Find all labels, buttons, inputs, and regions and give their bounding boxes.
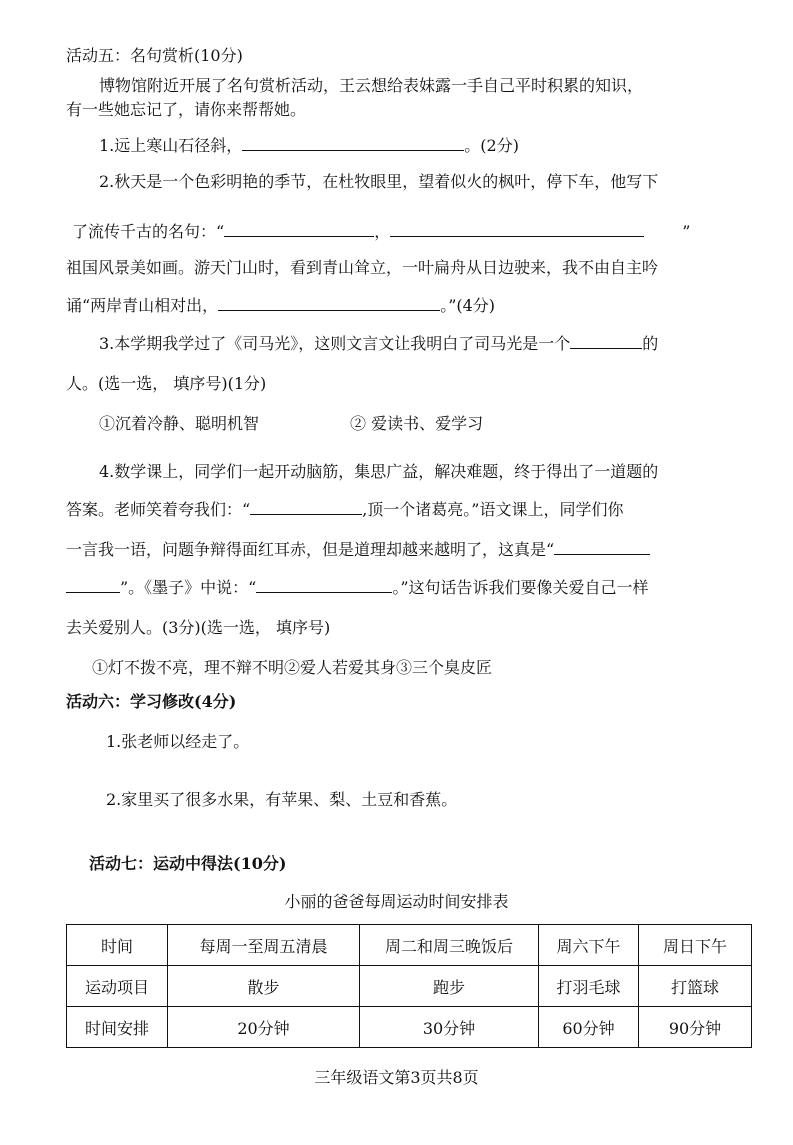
q2-line4-suffix: 。”(4分) <box>440 296 496 315</box>
q3-line2: 人。(选一选， 填序号)(1分) <box>66 374 267 393</box>
table-cell: 每周一至周五清晨 <box>168 925 360 966</box>
q1-answer-blank[interactable] <box>242 134 464 151</box>
q4-answer-blank-2b[interactable] <box>66 576 120 593</box>
activity5-intro-line2: 有一些她忘记了，请你来帮帮她。 <box>66 100 307 119</box>
q4-options: ①灯不拨不亮，理不辩不明②爱人若爱其身③三个臭皮匠 <box>92 658 493 677</box>
activity7-heading: 活动七：运动中得法(10分) <box>89 854 287 873</box>
page-footer: 三年级语文第3页共8页 <box>314 1068 479 1087</box>
q4-line5: 去关爱别人。(3分)(选一选， 填序号) <box>66 618 331 637</box>
table-cell: 60分钟 <box>539 1007 639 1048</box>
q2-line3: 祖国风景美如画。游天门山时，看到青山耸立，一叶扁舟从日边驶来，我不由自主吟 <box>66 258 659 277</box>
q2-answer-blank-1[interactable] <box>224 220 374 237</box>
table-row-activity <box>67 966 752 1007</box>
q3-answer-blank[interactable] <box>570 332 642 349</box>
q3-line1-prefix: 3.本学期我学过了《司马光》，这则文言文让我明白了司马光是一个 <box>99 334 571 353</box>
q4-line3 <box>66 538 650 562</box>
question-1 <box>99 134 519 158</box>
activity5-intro-line1: 博物馆附近开展了名句赏析活动，王云想给表妹露一手自己平时积累的知识， <box>99 76 644 95</box>
q4-line3-prefix: 一言我一语，问题争辩得面红耳赤，但是道理却越来越明了，这真是“ <box>66 540 555 559</box>
activity6-heading: 活动六：学习修改(4分) <box>66 692 237 711</box>
q1-prefix: 1.远上寒山石径斜， <box>99 136 243 155</box>
table-cell: 20分钟 <box>168 1007 360 1048</box>
table-cell: 30分钟 <box>360 1007 539 1048</box>
q3-option-2: ② 爱读书、爱学习 <box>350 414 484 433</box>
q3-option-1: ①沉着冷静、聪明机智 <box>99 414 260 433</box>
table-cell: 打篮球 <box>639 966 752 1007</box>
table-cell: 时间安排 <box>67 1007 168 1048</box>
q4-answer-blank-2a[interactable] <box>554 538 650 555</box>
q4-line4-suffix: 。”这句话告诉我们要像关爱自己一样 <box>392 578 649 597</box>
q2-line4 <box>66 294 495 318</box>
q2-prefix: 了流传千古的名句：“ <box>72 222 225 241</box>
table-cell: 打羽毛球 <box>539 966 639 1007</box>
table-cell: 时间 <box>67 925 168 966</box>
q1-suffix: 。(2分) <box>464 136 519 155</box>
table-row-duration <box>67 1007 752 1048</box>
q2-mid: ， <box>374 222 391 241</box>
table-cell: 周六下午 <box>539 925 639 966</box>
exercise-schedule-table <box>66 924 752 1048</box>
q2-line2 <box>72 220 690 244</box>
q4-line4 <box>66 576 649 600</box>
table-cell: 90分钟 <box>639 1007 752 1048</box>
activity6-sentence-2: 2.家里买了很多水果，有苹果、梨、土豆和香蕉。 <box>106 790 458 809</box>
table-cell: 跑步 <box>360 966 539 1007</box>
table-cell: 运动项目 <box>67 966 168 1007</box>
q4-line2-prefix: 答案。老师笑着夸我们：“ <box>66 500 251 519</box>
q4-line2 <box>66 498 623 522</box>
table-cell: 周二和周三晚饭后 <box>360 925 539 966</box>
activity6-sentence-1: 1.张老师以经走了。 <box>106 732 250 751</box>
q4-line1: 4.数学课上，同学们一起开动脑筋，集思广益，解决难题，终于得出了一道题的 <box>99 462 659 481</box>
q4-line4-mid: ”。《墨子》中说：“ <box>120 578 257 597</box>
q4-answer-blank-1[interactable] <box>250 498 362 515</box>
q2-answer-blank-3[interactable] <box>218 294 440 311</box>
table-row-time <box>67 925 752 966</box>
q2-line1: 2.秋天是一个色彩明艳的季节，在杜牧眼里，望着似火的枫叶，停下车，他写下 <box>99 172 659 191</box>
q4-answer-blank-3[interactable] <box>256 576 392 593</box>
table-cell: 散步 <box>168 966 360 1007</box>
q3-line1-suffix: 的 <box>642 334 659 353</box>
table-title: 小丽的爸爸每周运动时间安排表 <box>284 892 509 911</box>
q2-answer-blank-2[interactable] <box>390 220 644 237</box>
q2-end-quote: ” <box>682 222 691 241</box>
q3-line1 <box>99 332 658 356</box>
q2-line4-prefix: 诵“两岸青山相对出， <box>66 296 219 315</box>
q4-line2-suffix: ,顶一个诸葛亮。”语文课上，同学们你 <box>362 500 624 519</box>
activity5-heading: 活动五：名句赏析(10分) <box>66 46 243 65</box>
table-cell: 周日下午 <box>639 925 752 966</box>
